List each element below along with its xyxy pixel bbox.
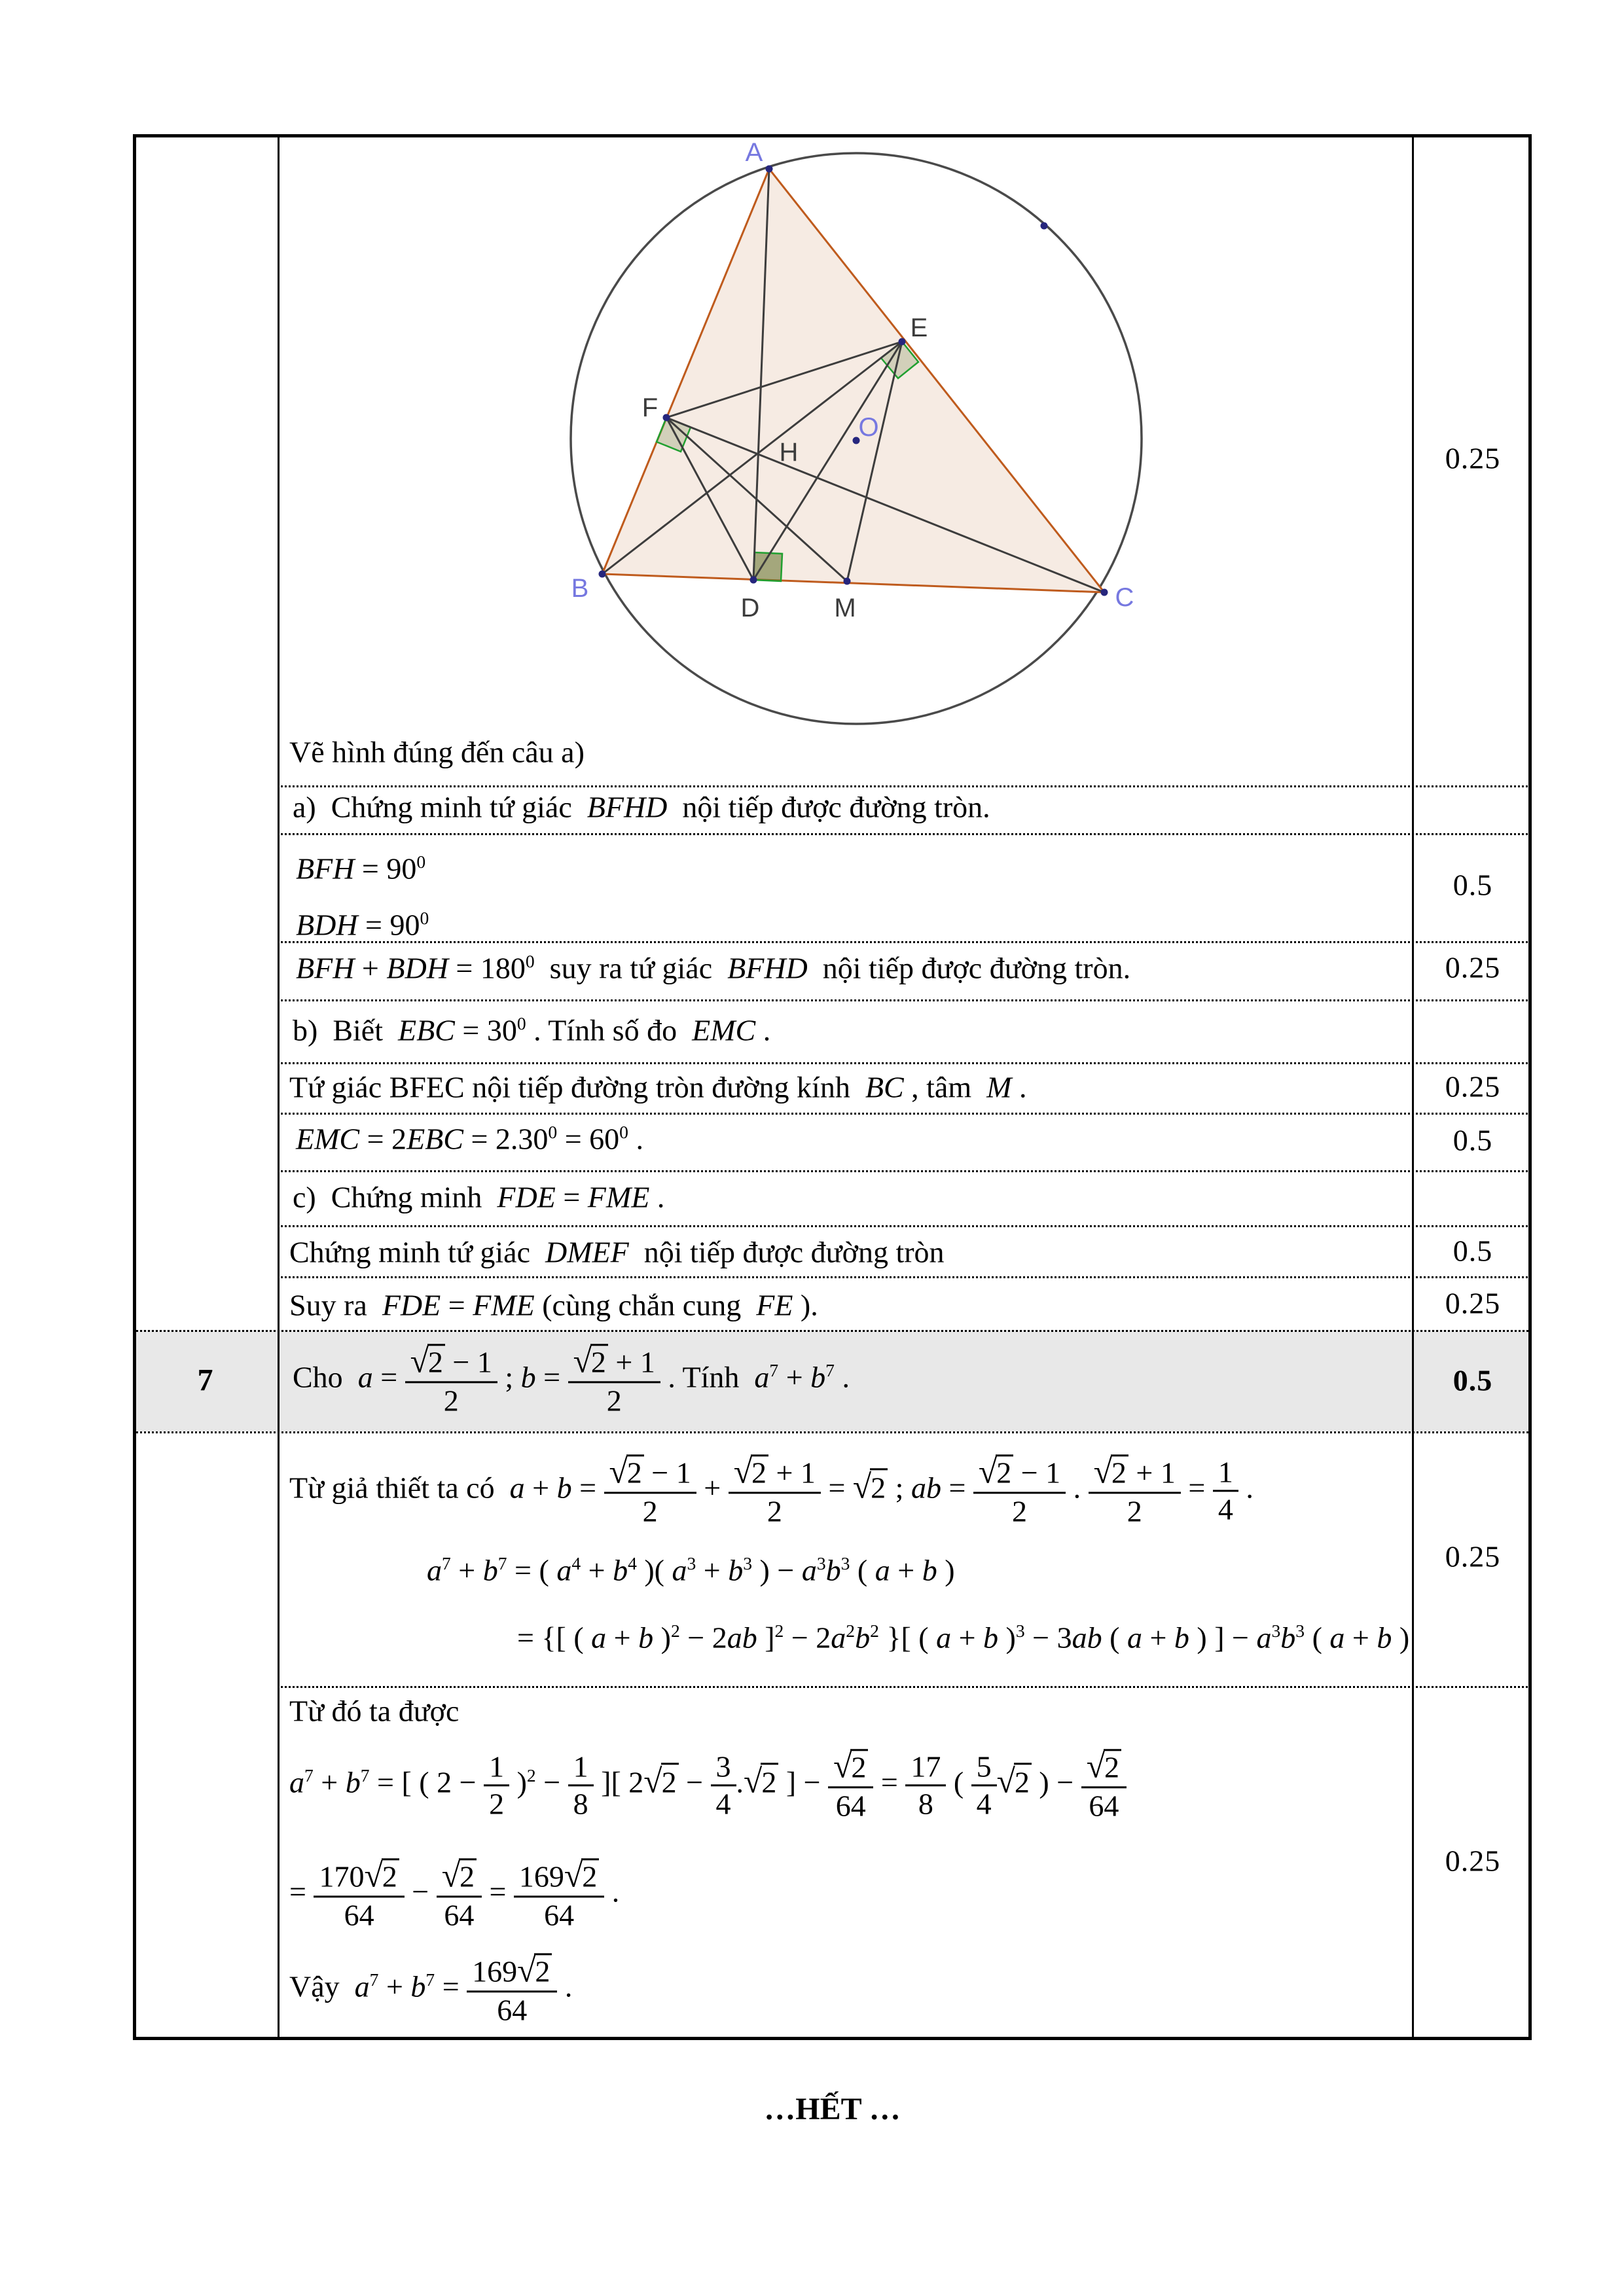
row-separator <box>278 1686 1532 1688</box>
statement-b: b) Biết EBC = $30^0$ . Tính số đo EMC . <box>293 1013 771 1047</box>
proof-c-line2: Suy ra FDE = FME (cùng chắn cung FE ). <box>289 1288 818 1322</box>
column-divider-number <box>278 134 280 2040</box>
score-cell: 0.5 <box>1453 1123 1493 1157</box>
svg-text:C: C <box>1115 583 1134 612</box>
svg-text:O: O <box>858 413 879 442</box>
q7-solution2-line4: Vậy $a^7 + b^7$ = $\frac{169√2}{64}$ . <box>289 1952 573 2027</box>
score-cell: 0.25 <box>1445 441 1501 475</box>
score-cell: 0.25 <box>1445 1069 1501 1103</box>
figure-caption: Vẽ hình đúng đến câu a) <box>289 735 585 769</box>
row-separator <box>278 941 1532 943</box>
svg-text:A: A <box>745 138 763 167</box>
svg-text:B: B <box>571 574 589 603</box>
statement-c: c) Chứng minh FDE = FME . <box>293 1180 665 1214</box>
proof-c-line1: Chứng minh tứ giác DMEF nội tiếp được đường tròn <box>289 1235 945 1269</box>
score-cell: 0.25 <box>1445 1539 1501 1573</box>
score-cell: 0.25 <box>1445 1844 1501 1878</box>
question-number: 7 <box>197 1363 213 1398</box>
row-separator <box>278 1225 1532 1227</box>
svg-text:E: E <box>910 314 928 342</box>
row-separator <box>133 1431 1532 1433</box>
proof-b-line2: EMC = $2EBC = 2.30^0 = 60^0$ . <box>296 1122 643 1156</box>
proof-a-line1: BFH = $90^0$ <box>296 852 426 886</box>
row-separator <box>278 833 1532 835</box>
score-cell: 0.5 <box>1453 1363 1493 1397</box>
row-separator <box>278 1062 1532 1064</box>
q7-solution2-line2: $a^7 + b^7$ = [ ( 2 − $\frac{1}{2}$ )$^2$ − $\frac{1}{8}$ ][ 2√2 − $\frac{3}{4}$ .√2 ] − $\frac{√2}{64}$ = $\frac{17}{8}$ ( $\frac{5}{4}$ √2 ) − $\frac{√2}{64}$ <box>289 1749 1127 1821</box>
svg-text:F: F <box>641 393 659 422</box>
svg-text:H: H <box>779 438 799 467</box>
proof-a-conclusion: BFH + BDH = $180^0$ suy ra tứ giác BFHD nội tiếp được đường tròn. <box>296 951 1131 985</box>
score-cell: 0.25 <box>1445 950 1501 984</box>
row-separator <box>133 1330 1532 1332</box>
end-text: …HẾT … <box>764 2092 901 2126</box>
q7-solution2-line1: Từ đó ta được <box>289 1694 460 1728</box>
q7-solution1-line1: Từ giả thiết ta có a + b = $\frac{√2 - 1}{2}$ + $\frac{√2 + 1}{2}$ = √2 ; ab = $\frac{√2 - 1}{2}$ . $\frac{√2 + 1}{2}$ = $\frac{1}{4}$ . <box>289 1453 1254 1528</box>
score-cell: 0.5 <box>1453 1234 1493 1268</box>
proof-b-line1: Tứ giác BFEC nội tiếp đường tròn đường kính BC , tâm M . <box>289 1070 1027 1104</box>
row-separator <box>278 785 1532 787</box>
row-separator <box>278 1170 1532 1172</box>
q7-solution1-line3: = {[ ( a + b )$^2$ − 2ab ]$^2 - 2a^2b^2$ }[ ( a + b )$^3$ − 3ab ( a + b ) ] − $a^3b^3$ ( a + b ) <box>517 1621 1410 1655</box>
row-separator <box>278 999 1532 1001</box>
score-cell: 0.5 <box>1453 868 1493 902</box>
q7-solution2-line3: = $\frac{170√2}{64}$ − $\frac{√2}{64}$ = $\frac{169√2}{64}$ . <box>289 1857 620 1932</box>
q7-solution1-line2: $a^7 + b^7$ = ( $a^4 + b^4$ )( $a^3 + b^3$ ) − $a^3b^3$ ( a + b ) <box>427 1553 955 1587</box>
statement-q7: Cho a = $\frac{√2 - 1}{2}$ ; b = $\frac{√2 + 1}{2}$ . Tính $a^7 + b^7$ . <box>293 1342 850 1418</box>
statement-a: a) Chứng minh tứ giác BFHD nội tiếp được đường tròn. <box>293 790 990 824</box>
score-cell: 0.25 <box>1445 1286 1501 1320</box>
svg-text:M: M <box>834 594 856 622</box>
row-separator <box>278 1113 1532 1115</box>
svg-text:D: D <box>740 594 760 622</box>
proof-a-line2: BDH = $90^0$ <box>296 908 429 942</box>
row-separator <box>278 1276 1532 1278</box>
